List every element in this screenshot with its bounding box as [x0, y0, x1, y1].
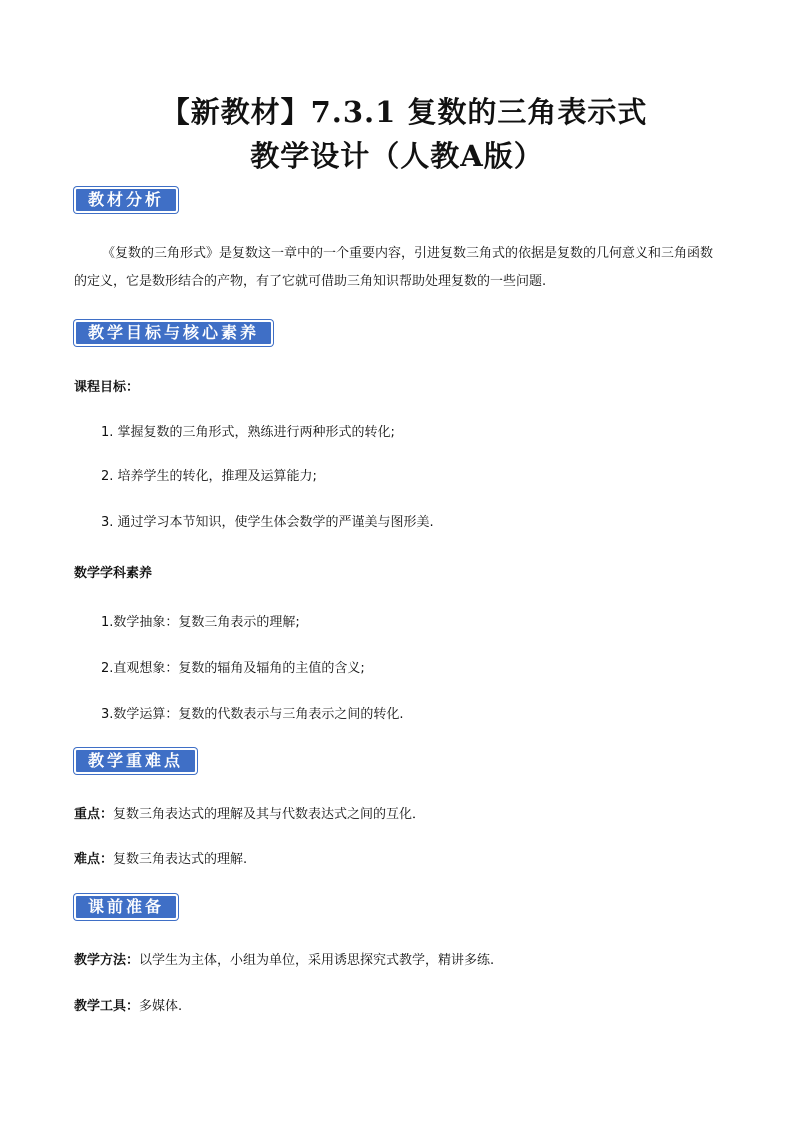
difficult-point-line — [74, 848, 247, 867]
key-point-text: 复数三角表达式的理解及其与代数表达式之间的互化． — [113, 807, 426, 822]
section-badge-keypoints: 教学重难点 — [74, 748, 197, 774]
teaching-method-text: 以学生为主体，小组为单位，采用诱思探究式教学，精讲多练. — [139, 953, 495, 968]
difficult-point-label: 难点： — [74, 852, 114, 867]
teaching-tools-text: 多媒体. — [139, 999, 183, 1014]
course-goals-label: 课程目标： — [74, 380, 140, 395]
difficult-point-text: 复数三角表达式的理解. — [113, 852, 248, 867]
document-title-line-2: 教学设计（人教A版） — [250, 139, 544, 173]
literacy-item: 2.直观想象：复数的辐角及辐角的主值的含义; — [101, 661, 365, 676]
teaching-method-line — [74, 949, 494, 968]
key-point-line — [74, 803, 425, 822]
course-goal-item: 1. 掌握复数的三角形式，熟练进行两种形式的转化; — [101, 425, 395, 440]
literacy-label: 数学学科素养 — [74, 566, 153, 581]
teaching-method-label: 教学方法： — [74, 953, 140, 968]
analysis-paragraph: 《复数的三角形式》是复数这一章中的一个重要内容，引进复数三角式的依据是复数的几何意义和三角函数的定义，它是数形结合的产物，有了它就可借助三角知识帮助处理复数的一些问题. — [74, 246, 714, 289]
teaching-tools-line — [74, 995, 182, 1014]
teaching-tools-label: 教学工具： — [74, 999, 140, 1014]
course-goal-item: 3. 通过学习本节知识，使学生体会数学的严谨美与图形美. — [101, 515, 434, 530]
document-title-line-1: 【新教材】7.3.1 复数的三角表示式 — [160, 95, 648, 129]
section-badge-prep: 课前准备 — [74, 894, 178, 920]
section-badge-analysis: 教材分析 — [74, 187, 178, 213]
literacy-item: 3.数学运算：复数的代数表示与三角表示之间的转化. — [101, 707, 404, 722]
literacy-item: 1.数学抽象：复数三角表示的理解; — [101, 615, 300, 630]
key-point-label: 重点： — [74, 807, 114, 822]
course-goal-item: 2. 培养学生的转化，推理及运算能力; — [101, 469, 317, 484]
section-badge-goals: 教学目标与核心素养 — [74, 320, 273, 346]
